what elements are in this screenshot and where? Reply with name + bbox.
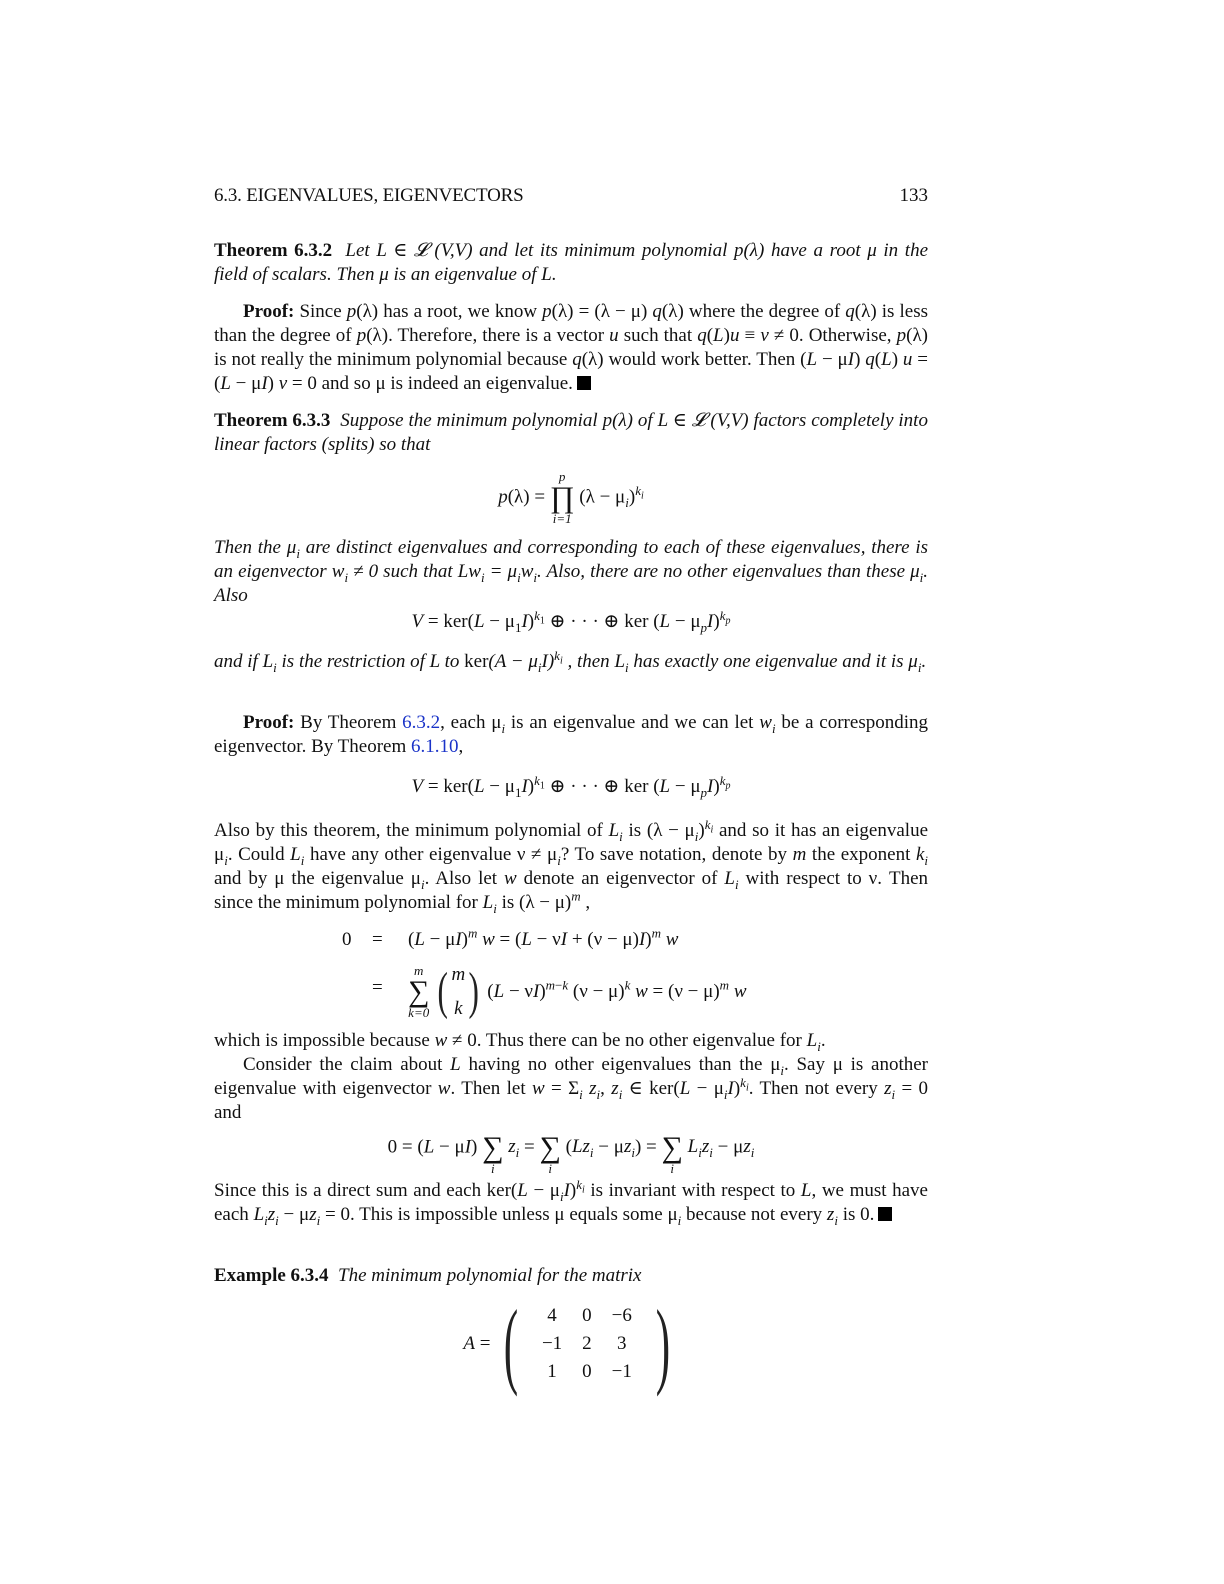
proof-label: Proof: (243, 712, 295, 733)
running-header (214, 184, 928, 208)
matrix-name: A (463, 1333, 475, 1354)
theorem-6-3-2 (214, 239, 928, 287)
matrix-a (532, 1302, 642, 1386)
direct-sum-formula: $V = ker(L - \mu_1I)^{k_1}$ ⊕ · · · ⊕ ker $(L - \mu_pI)^{k_p}$ (411, 607, 731, 635)
matrix-cell: 3 (617, 1333, 627, 1354)
matrix-cell: −6 (611, 1305, 632, 1326)
theorem-statement: Theorem 6.3.2 Let L ∈ 𝓛 (V,V) and let its minimum polynomial p(λ) have a root μ in the field of scalars. Then μ is an eigenvalue of L. (214, 240, 929, 285)
product-operator: p ∏ i=1 (549, 469, 575, 526)
theorem-restriction (214, 647, 928, 675)
theorem-link[interactable]: 6.1.10 (410, 736, 459, 757)
matrix-cell: 1 (547, 1361, 557, 1382)
matrix-display: A = ( 4 0 −6 −1 2 3 1 0 −1 ) (463, 1290, 670, 1397)
proof-paragraph-4: Since this is a direct sum and each $ker(L - \mu_iI)^{k_i}$ is invariant with respect to L, we must have each $L_iz_i - \mu z_i = 0$. This is impossible unless μ equals some $\mu_i$ because not every $z_i$ is 0. (214, 1176, 928, 1228)
matrix-cell: 2 (582, 1333, 592, 1354)
qed-square-icon (878, 1207, 892, 1221)
theorem-statement: Theorem 6.3.3 Suppose the minimum polynomial p(λ) of L ∈ 𝓛 (V,V) factors completely into linear factors (splits) so that (214, 410, 928, 455)
matrix-cell: −1 (541, 1333, 563, 1354)
sum-operator: m ∑ k=0 (408, 963, 430, 1020)
example-label: Example 6.3.4 (214, 1265, 329, 1286)
example-6-3-4 (214, 1264, 928, 1288)
binomial-expansion: 0 = $(L - \mu I)^m$ $w = (L - \nu I + (\nu - \mu)I)^m$ w = m ∑ k=0 ( m k ) $(L - \nu I)^{m-k}$ $(\nu - \mu)^k$ $w = (\nu - \mu)^m$ w (342, 925, 747, 1020)
sum-formula: 0 = (L − μI) ∑ i $z_i$ = ∑ i $(Lz_i - \mu z_i)$ = ∑ i $L_iz_i - \mu z_i$ (387, 1131, 755, 1176)
matrix-cell: −1 (611, 1361, 632, 1382)
section-title: 6.3. EIGENVALUES, EIGENVECTORS (214, 185, 524, 206)
direct-sum-formula-2: $V = ker(L - \mu_1I)^{k_1}$ ⊕ · · · ⊕ ker $(L - \mu_pI)^{k_p}$ (411, 772, 731, 800)
theorem-label: Theorem 6.3.2 (214, 240, 333, 261)
example-text: The minimum polynomial for the matrix (338, 1265, 642, 1286)
qed-square-icon (577, 376, 591, 390)
matrix-cell: 4 (547, 1305, 557, 1326)
proof-paragraph-2: Also by this theorem, the minimum polynomial of $L_i$ is $(\lambda - \mu_i)^{k_i}$ and so it has an eigenvalue $\mu_i$. Could $L_i$ have any other eigenvalue $\nu \ne \mu_i$? To save notation, denote by m the exponent $k_i$ and by μ the eigenvalue $\mu_i$. Also let w denote an eigenvector of $L_i$ with respect to ν. Then since the minimum polynomial for $L_i$ is $(\lambda - \mu)^m$ , (214, 816, 929, 916)
proof-6-3-3 (214, 711, 928, 759)
proof-label: Proof: (243, 301, 295, 322)
theorem-label: Theorem 6.3.3 (214, 410, 331, 431)
theorem-link[interactable]: 6.3.2 (402, 712, 441, 733)
matrix-cell: 0 (582, 1361, 592, 1382)
matrix-cell: 0 (582, 1305, 592, 1326)
proof-paragraph: Proof: By Theorem 6.3.2, each $\mu_i$ is an eigenvalue and we can let $w_i$ be a corresponding eigenvector. By Theorem 6.1.10, (214, 712, 928, 757)
restriction-text: and if $L_i$ is the restriction of L to $ker(A - \mu_iI)^{k_i}$ , then $L_i$ has exactly one eigenvalue and it is $\mu_i$. (214, 647, 927, 675)
theorem-continuation: Then the $\mu_i$ are distinct eigenvalues and corresponding to each of these eigenvalues, there is an eigenvector $w_i \ne 0$ such that $Lw_i = \mu_iw_i$. Also, there are no other eigenvalues than these $\mu_i$. Also (214, 537, 929, 606)
proof-6-3-2 (214, 300, 928, 396)
theorem-6-3-3 (214, 409, 928, 457)
product-formula: p(λ) = p ∏ i=1 $(\lambda - \mu_i)^{k_i}$ (498, 469, 644, 526)
proof-paragraph-3: which is impossible because w ≠ 0. Thus there can be no other eigenvalue for $L_i$. Consider the claim about L having no other eigenvalues than the $\mu_i$. Say μ is another eigenvalue with eigenvector w. Then let $w = \Sigma_i$ $z_i$, $z_i$ ∈ $ker(L - \mu_iI)^{k_i}$. Then not every $z_i = 0$ and (214, 1030, 929, 1123)
theorem-body (214, 536, 928, 608)
page-number: 133 (899, 185, 928, 206)
proof-paragraph: Proof: Since p(λ) has a root, we know p(λ) = (λ − μ) q(λ) where the degree of q(λ) is less than the degree of p(λ). Therefore, there is a vector u such that q(L)u ≡ v ≠ 0. Otherwise, p(λ) is not really the minimum polynomial because q(λ) would work better. Then (L − μI) q(L) u = (L − μI) v = 0 and so μ is indeed an eigenvalue. (214, 301, 929, 394)
